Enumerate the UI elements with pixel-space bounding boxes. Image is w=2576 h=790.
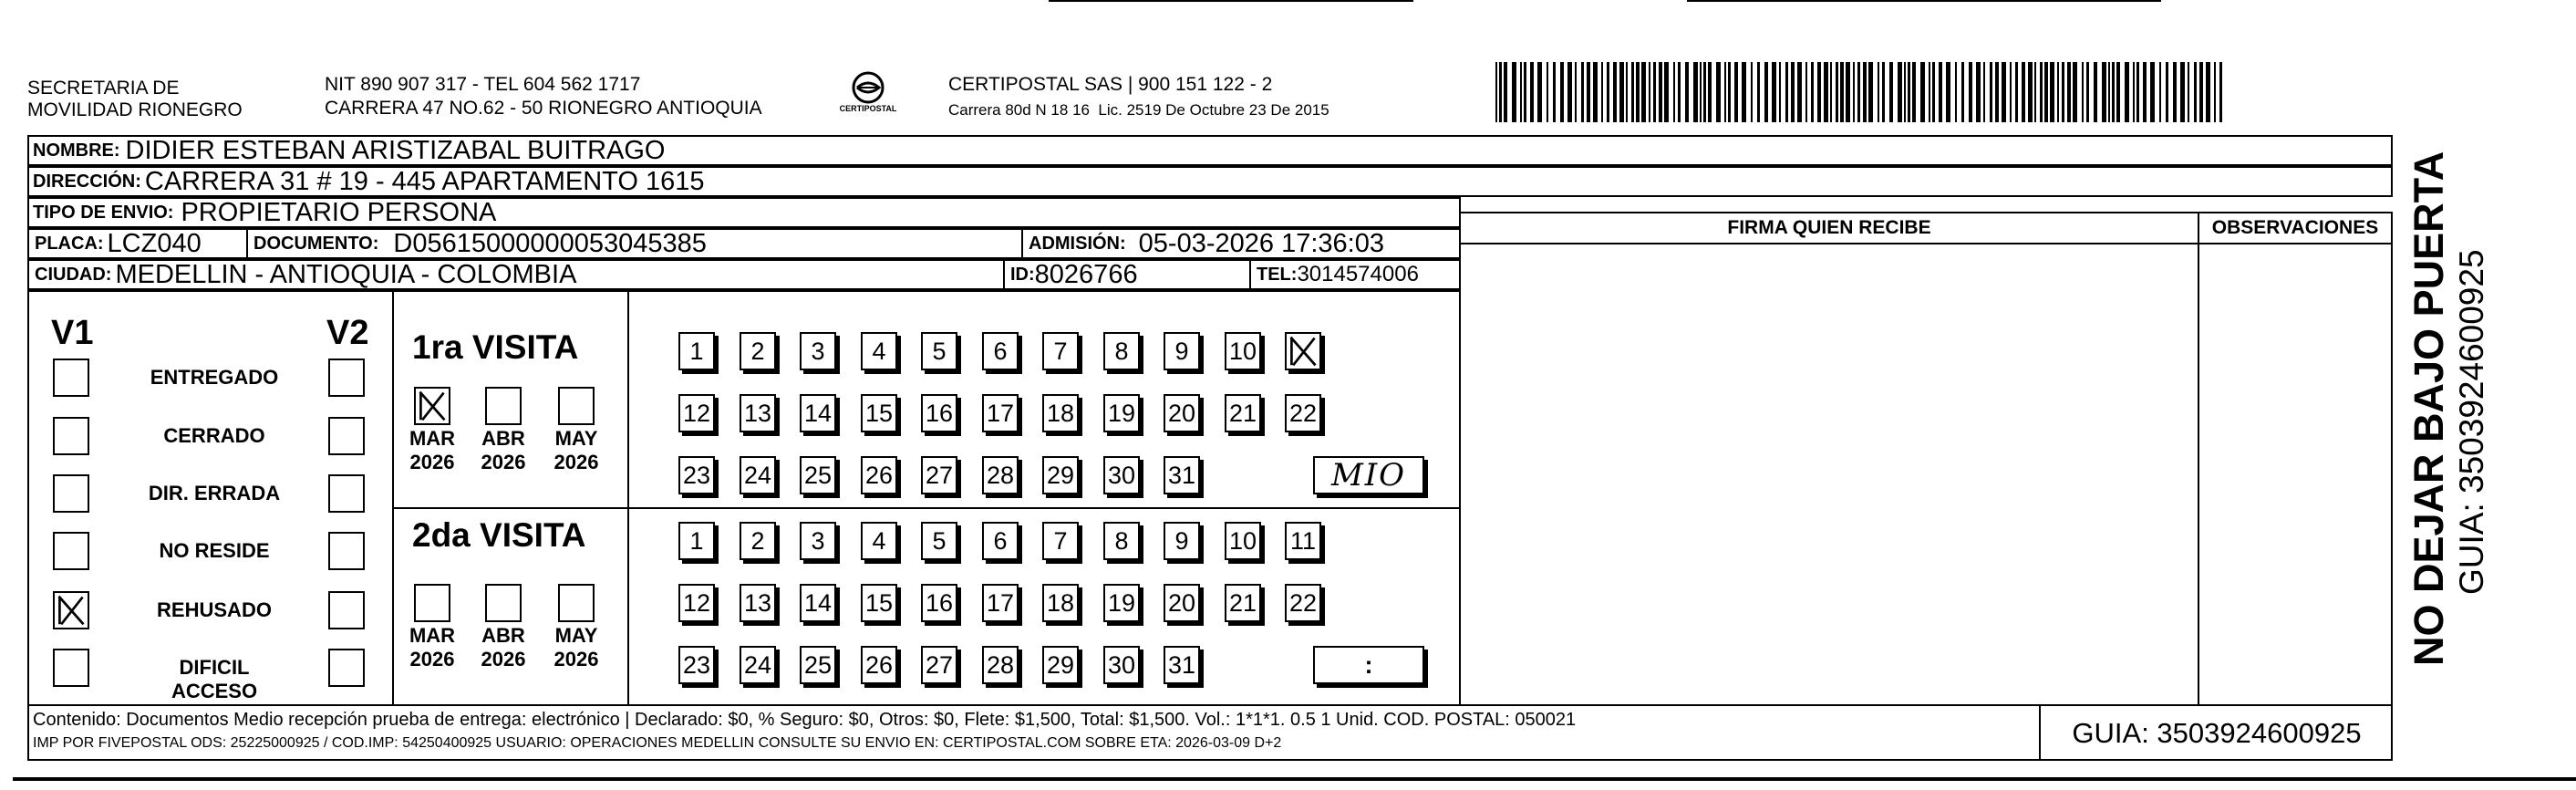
- visit2-month-checkbox[interactable]: [485, 584, 522, 622]
- type-label: TIPO DE ENVIO:: [33, 202, 174, 223]
- v2-checkbox[interactable]: [328, 649, 365, 687]
- visit2-day-number: 25: [803, 650, 833, 679]
- visit1-day-number: 31: [1167, 461, 1196, 489]
- visit1-month-checkbox[interactable]: [558, 387, 595, 425]
- visit2-day-box[interactable]: [678, 646, 715, 684]
- visit1-day-box[interactable]: [1285, 394, 1321, 432]
- visit1-day-number: 25: [803, 461, 833, 489]
- visit2-day-box[interactable]: [740, 522, 776, 560]
- visit1-divider: [627, 290, 629, 509]
- visit2-day-number: 19: [1107, 588, 1136, 617]
- visit2-day-box[interactable]: [1042, 646, 1079, 684]
- visit1-day-box[interactable]: [1164, 332, 1200, 370]
- visit1-day-number: 4: [872, 337, 886, 365]
- visit2-day-box[interactable]: [921, 646, 957, 684]
- admission-cell: [1021, 228, 1461, 259]
- visit2-month-checkbox[interactable]: [558, 584, 595, 622]
- id-label: ID:: [1010, 264, 1035, 285]
- v2-checkbox[interactable]: [328, 532, 365, 570]
- visit2-day-box[interactable]: [800, 646, 836, 684]
- sender-address-line: CARRERA 47 NO.62 - 50 RIONEGRO ANTIOQUIA: [325, 98, 762, 119]
- v1-checkbox[interactable]: [53, 591, 89, 629]
- name-value: DIDIER ESTEBAN ARISTIZABAL BUITRAGO: [125, 135, 666, 165]
- visit2-day-number: 24: [743, 650, 772, 679]
- visit1-day-number: 1: [689, 337, 704, 365]
- city-label: CIUDAD:: [35, 264, 112, 285]
- visit1-day-box[interactable]: [982, 332, 1019, 370]
- visit1-day-box[interactable]: [1164, 456, 1200, 494]
- visit2-day-box[interactable]: [1042, 584, 1079, 622]
- visit2-day-box[interactable]: [1164, 584, 1200, 622]
- visit2-day-box[interactable]: [800, 584, 836, 622]
- visit1-day-number: 18: [1046, 399, 1075, 427]
- visit2-day-number: 13: [743, 588, 772, 617]
- visit2-day-number: 7: [1053, 526, 1068, 555]
- visit1-day-number: 12: [682, 399, 711, 427]
- visit1-day-number: 10: [1228, 337, 1257, 365]
- visit2-month-label: ABR: [481, 624, 525, 647]
- tel-value: 3014574006: [1297, 262, 1419, 286]
- visit1-year-label: 2026: [481, 451, 526, 473]
- visit1-day-box[interactable]: [921, 394, 957, 432]
- v1-checkbox[interactable]: [53, 417, 89, 455]
- visit1-day-box[interactable]: [740, 394, 776, 432]
- visit1-month-label: MAY: [554, 427, 598, 450]
- visit2-time-placeholder: :: [1364, 650, 1373, 679]
- observations-header: OBSERVACIONES: [2198, 212, 2393, 244]
- visit1-day-box[interactable]: [861, 332, 897, 370]
- visit2-day-number: 6: [993, 526, 1008, 555]
- visit1-day-number: 19: [1107, 399, 1136, 427]
- visit1-day-number: 15: [864, 399, 894, 427]
- v2-checkbox[interactable]: [328, 591, 365, 629]
- visit1-day-number: 6: [993, 337, 1008, 365]
- address-value: CARRERA 31 # 19 - 445 APARTAMENTO 1615: [144, 166, 705, 196]
- visit2-day-number: 17: [986, 588, 1015, 617]
- visit1-day-box[interactable]: [1225, 332, 1261, 370]
- visit2-day-number: 11: [1289, 526, 1317, 555]
- status-label: CERRADO: [163, 424, 265, 447]
- visit2-day-box[interactable]: [1164, 522, 1200, 560]
- visit1-day-number: 26: [864, 461, 894, 489]
- visit2-day-box[interactable]: [982, 522, 1019, 560]
- visit1-month-checkbox[interactable]: [485, 387, 522, 425]
- visit1-day-box[interactable]: [921, 332, 957, 370]
- visit1-day-box[interactable]: [740, 456, 776, 494]
- visit1-time-box: [1313, 456, 1424, 494]
- visit2-day-box[interactable]: [861, 522, 897, 560]
- visit2-day-box[interactable]: [740, 646, 776, 684]
- v1-checkbox[interactable]: [53, 359, 89, 397]
- footer-contents-line: Contenido: Documentos Medio recepción prueba de entrega: electrónico | Declarado: $0, % Seguro: $0, Otros: $0, Flete: $1,500, Total: $1,500. Vol.: 1*1*1. 0.5 1 Unid. COD. POSTAL: 050021: [33, 710, 1577, 730]
- observations-area: [2198, 243, 2393, 706]
- visit1-day-box[interactable]: [982, 394, 1019, 432]
- visit2-day-number: 22: [1288, 588, 1318, 617]
- visit1-month-checkbox[interactable]: [414, 387, 450, 425]
- visit1-handwritten-time: MIO: [1330, 457, 1407, 494]
- visit1-day-number: 27: [925, 461, 954, 489]
- address-row: [27, 166, 2393, 197]
- status-label: ENTREGADO: [150, 366, 279, 389]
- visit1-day-number: 24: [743, 461, 772, 489]
- visit2-day-number: 15: [864, 588, 894, 617]
- visit2-day-box[interactable]: [1285, 584, 1321, 622]
- visit2-year-label: 2026: [409, 648, 455, 670]
- visit1-day-box[interactable]: [861, 394, 897, 432]
- visit1-day-number: 8: [1114, 337, 1129, 365]
- v1-checkbox[interactable]: [53, 532, 89, 570]
- v2-header: V2: [326, 314, 369, 352]
- check-x-icon: [1287, 334, 1319, 369]
- admission-value: 05-03-2026 17:36:03: [1138, 228, 1384, 258]
- visit2-day-box[interactable]: [861, 584, 897, 622]
- visit1-day-box[interactable]: [678, 456, 715, 494]
- visit2-day-number: 14: [803, 588, 833, 617]
- signature-area: [1459, 243, 2199, 706]
- footer-guia: GUIA: 3503924600925: [2072, 717, 2362, 749]
- tel-cell: [1249, 259, 1461, 290]
- visit1-day-box[interactable]: [800, 456, 836, 494]
- visit2-day-box[interactable]: [1225, 522, 1261, 560]
- visit2-day-number: 21: [1228, 588, 1257, 617]
- visit2-day-box[interactable]: [921, 584, 957, 622]
- visit2-day-number: 1: [689, 526, 704, 555]
- visit1-day-box[interactable]: [1042, 456, 1079, 494]
- visit2-day-number: 4: [872, 526, 886, 555]
- visit1-day-number: 9: [1174, 337, 1189, 365]
- visit2-day-box[interactable]: [1042, 522, 1079, 560]
- visit2-day-number: 3: [811, 526, 825, 555]
- visit1-day-box[interactable]: [1103, 456, 1140, 494]
- visit1-month-label: ABR: [481, 427, 525, 450]
- visit2-day-box[interactable]: [1285, 522, 1321, 560]
- visit2-divider: [627, 507, 629, 706]
- visit1-day-number: 5: [932, 337, 947, 365]
- top-edge-mark: [1049, 0, 1413, 2]
- visit1-day-box[interactable]: [1042, 332, 1079, 370]
- visit1-day-number: 28: [986, 461, 1015, 489]
- document-cell: [246, 228, 1023, 259]
- tel-label: TEL:: [1257, 264, 1298, 285]
- footer-imp-line: IMP POR FIVEPOSTAL ODS: 25225000925 / COD.IMP: 54250400925 USUARIO: OPERACIONES MEDELLIN CONSULTE SU ENVIO EN: CERTIPOSTAL.COM SOBRE ETA: 2026-03-09 D+2: [33, 735, 1282, 751]
- visit1-day-box[interactable]: [1042, 394, 1079, 432]
- visit1-day-box[interactable]: [1103, 332, 1140, 370]
- visit1-day-number: 13: [743, 399, 772, 427]
- visit1-day-number: 23: [682, 461, 711, 489]
- visit2-year-label: 2026: [481, 648, 526, 670]
- visit2-day-box[interactable]: [982, 646, 1019, 684]
- visit1-day-number: 30: [1107, 461, 1136, 489]
- visit1-day-box[interactable]: [678, 394, 715, 432]
- visit2-day-number: 28: [986, 650, 1015, 679]
- bottom-rule: [13, 777, 2576, 781]
- plate-value: LCZ040: [107, 228, 202, 258]
- document-label: DOCUMENTO:: [253, 233, 379, 254]
- visit2-day-box[interactable]: [678, 522, 715, 560]
- visit1-year-label: 2026: [553, 451, 599, 473]
- top-edge-mark: [1687, 0, 2161, 2]
- visit2-day-box[interactable]: [800, 522, 836, 560]
- visit2-day-box[interactable]: [1103, 584, 1140, 622]
- v1-header: V1: [51, 314, 94, 352]
- visit2-day-number: 29: [1046, 650, 1075, 679]
- visit2-day-number: 18: [1046, 588, 1075, 617]
- visit1-day-box[interactable]: [1164, 394, 1200, 432]
- side-guia: GUIA: 3503924600925: [2453, 249, 2490, 595]
- visit2-day-number: 5: [932, 526, 947, 555]
- v2-checkbox[interactable]: [328, 359, 365, 397]
- visit1-day-box[interactable]: [861, 456, 897, 494]
- barcode: [1495, 62, 2225, 122]
- visit1-day-number: 20: [1167, 399, 1196, 427]
- check-x-icon: [416, 389, 449, 423]
- plate-cell: [27, 228, 248, 259]
- entity-line-2: MOVILIDAD RIONEGRO: [27, 99, 243, 120]
- admission-label: ADMISIÓN:: [1029, 233, 1126, 254]
- address-label: DIRECCIÓN:: [33, 171, 141, 192]
- visit1-day-box[interactable]: [800, 394, 836, 432]
- visit2-day-number: 16: [925, 588, 954, 617]
- v1-checkbox[interactable]: [53, 649, 89, 687]
- visit2-day-box[interactable]: [740, 584, 776, 622]
- type-value: PROPIETARIO PERSONA: [181, 197, 497, 227]
- certipostal-logo: [832, 68, 905, 119]
- visit1-day-number: 7: [1053, 337, 1068, 365]
- signature-header: FIRMA QUIEN RECIBE: [1459, 212, 2199, 244]
- visit1-day-number: 21: [1228, 399, 1257, 427]
- visit1-day-number: 22: [1288, 399, 1318, 427]
- visit2-day-number: 2: [750, 526, 765, 555]
- visit2-title: 2da VISITA: [412, 516, 586, 554]
- visit2-month-label: MAR: [409, 624, 456, 647]
- visit1-day-number: 29: [1046, 461, 1075, 489]
- status-label: DIFICIL ACCESO: [171, 656, 258, 702]
- plate-label: PLACA:: [35, 233, 104, 254]
- name-row: [27, 135, 2393, 166]
- logo-text: CERTIPOSTAL: [839, 104, 897, 113]
- visit2-day-box[interactable]: [861, 646, 897, 684]
- id-cell: [1003, 259, 1251, 290]
- visit1-month-label: MAR: [409, 427, 456, 450]
- nit-line: NIT 890 907 317 - TEL 604 562 1717: [325, 74, 641, 95]
- visit2-day-box[interactable]: [921, 522, 957, 560]
- visit1-day-number: 2: [750, 337, 765, 365]
- visit2-day-number: 23: [682, 650, 711, 679]
- visit1-day-box[interactable]: [1103, 394, 1140, 432]
- entity-line-1: SECRETARIA DE: [27, 78, 180, 99]
- visit1-day-box[interactable]: [678, 332, 715, 370]
- company-line: CERTIPOSTAL SAS | 900 151 122 - 2: [948, 74, 1273, 95]
- visit2-day-number: 26: [864, 650, 894, 679]
- visit1-day-box[interactable]: [982, 456, 1019, 494]
- visit2-day-number: 27: [925, 650, 954, 679]
- visit1-day-number: 14: [803, 399, 833, 427]
- status-label: NO RESIDE: [159, 539, 270, 562]
- city-cell: [27, 259, 1005, 290]
- visit2-year-label: 2026: [553, 648, 599, 670]
- visit1-title: 1ra VISITA: [412, 328, 579, 366]
- visit2-day-number: 10: [1228, 526, 1257, 555]
- visit1-day-box[interactable]: [921, 456, 957, 494]
- v2-checkbox[interactable]: [328, 474, 365, 513]
- visit2-day-box[interactable]: [678, 584, 715, 622]
- visit1-day-box[interactable]: [800, 332, 836, 370]
- id-value: 8026766: [1034, 259, 1138, 289]
- visit1-day-box-checked[interactable]: [1285, 332, 1321, 370]
- license-line: Carrera 80d N 18 16 Lic. 2519 De Octubre 23 De 2015: [948, 101, 1329, 119]
- visit2-day-number: 30: [1107, 650, 1136, 679]
- city-value: MEDELLIN - ANTIOQUIA - COLOMBIA: [115, 259, 577, 289]
- visit2-month-checkbox[interactable]: [414, 584, 450, 622]
- visit1-day-box[interactable]: [1225, 394, 1261, 432]
- type-row: [27, 197, 1461, 228]
- visit2-day-box[interactable]: [1225, 584, 1261, 622]
- v2-checkbox[interactable]: [328, 417, 365, 455]
- side-warning: NO DEJAR BAJO PUERTA: [2405, 151, 2452, 666]
- document-value: D05615000000053045385: [393, 228, 707, 258]
- visit2-day-number: 20: [1167, 588, 1196, 617]
- visit2-day-number: 12: [682, 588, 711, 617]
- visit2-day-box[interactable]: [982, 584, 1019, 622]
- visit1-day-number: 16: [925, 399, 954, 427]
- visit1-day-box[interactable]: [740, 332, 776, 370]
- name-label: NOMBRE:: [33, 140, 120, 161]
- visit2-day-number: 31: [1167, 650, 1196, 679]
- visit2-day-box[interactable]: [1103, 522, 1140, 560]
- status-label: REHUSADO: [157, 598, 272, 621]
- visit2-day-box[interactable]: [1164, 646, 1200, 684]
- v1-checkbox[interactable]: [53, 474, 89, 513]
- visit2-month-label: MAY: [554, 624, 598, 647]
- visit1-day-number: 3: [811, 337, 825, 365]
- visit2-time-box: [1313, 646, 1424, 684]
- visit1-year-label: 2026: [409, 451, 455, 473]
- visit1-day-number: 17: [986, 399, 1015, 427]
- status-label: DIR. ERRADA: [148, 482, 281, 504]
- visit2-day-number: 8: [1114, 526, 1129, 555]
- visit2-day-box[interactable]: [1103, 646, 1140, 684]
- visit2-day-number: 9: [1174, 526, 1189, 555]
- check-x-icon: [55, 593, 88, 628]
